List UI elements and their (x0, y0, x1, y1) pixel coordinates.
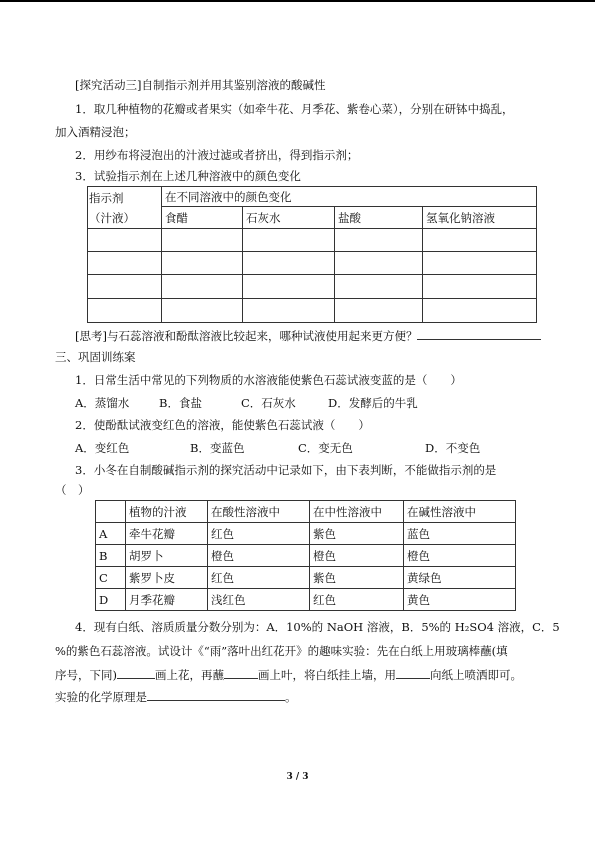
column-header: 食醋 (162, 207, 243, 229)
header-cell (96, 501, 126, 523)
indicator-color-table (87, 186, 537, 323)
column-header: 盐酸 (335, 207, 423, 229)
table-cell: 橙色 (310, 545, 404, 567)
header-cell: 植物的汁液 (126, 501, 208, 523)
empty-cell (162, 275, 243, 299)
question-4-line-4 (55, 688, 297, 705)
question-3-answer-bracket[interactable]: （ ） (55, 483, 90, 497)
line-3-text-b: 画上花，再蘸 (155, 668, 224, 682)
empty-cell (243, 299, 335, 323)
principle-blank[interactable] (147, 688, 285, 701)
header-cell: 在酸性溶液中 (208, 501, 310, 523)
step-3-text: 3．试验指示剂在上述几种溶液中的颜色变化 (75, 169, 301, 183)
empty-cell (162, 299, 243, 323)
table-cell: 蓝色 (404, 523, 516, 545)
table-row (88, 275, 537, 299)
table-row (96, 545, 516, 567)
step-2-text: 2．用纱布将浸泡出的汁液过滤或者挤出，得到指示剂； (75, 148, 359, 162)
table-row (96, 567, 516, 589)
option-c[interactable]: C．石灰水 (241, 396, 296, 410)
line-4-text-b: 。 (285, 690, 297, 704)
empty-cell (335, 229, 423, 252)
question-3-stem: 3．小冬在自制酸碱指示剂的探究活动中记录如下，由下表判断，不能做指示剂的是 (75, 463, 497, 477)
table-row (96, 589, 516, 611)
indicator-header-label: 指示剂 (89, 190, 124, 205)
column-header: 氢氧化钠溶液 (423, 207, 537, 229)
empty-cell (88, 275, 162, 299)
question-4-line-2: %的紫色石蕊溶液。试设计《“雨”落叶出红花开》的趣味实验：先在白纸上用玻璃棒蘸(填 (55, 644, 508, 658)
line-3-text-a: 序号，下同) (55, 668, 117, 682)
empty-cell (88, 229, 162, 252)
table-cell: 黄色 (404, 589, 516, 611)
column-header: 石灰水 (243, 207, 335, 229)
empty-cell (162, 229, 243, 252)
empty-cell (423, 299, 537, 323)
table-cell: 浅红色 (208, 589, 310, 611)
indicator-header-cell (88, 187, 162, 229)
empty-cell (335, 299, 423, 323)
header-cell: 在中性溶液中 (310, 501, 404, 523)
option-d[interactable]: D．发酵后的牛乳 (328, 396, 418, 410)
color-change-header: 在不同溶液中的颜色变化 (162, 187, 537, 207)
table-cell: 牵牛花瓣 (126, 523, 208, 545)
table-cell: 红色 (208, 567, 310, 589)
line-4-text-a: 实验的化学原理是 (55, 690, 147, 704)
row-label: B (96, 545, 126, 567)
row-label: D (96, 589, 126, 611)
empty-cell (243, 229, 335, 252)
option-a[interactable]: A．变红色 (75, 441, 130, 455)
table-cell: 月季花瓣 (126, 589, 208, 611)
table-cell: 橙色 (404, 545, 516, 567)
step-1-text: 1．取几种植物的花瓣或者果实（如牵牛花、月季花、紫卷心菜），分别在研钵中捣乱， (75, 102, 514, 116)
empty-cell (423, 275, 537, 299)
table-cell: 红色 (310, 589, 404, 611)
table-row (88, 299, 537, 323)
empty-cell (335, 252, 423, 275)
leaf-reagent-blank[interactable] (224, 666, 258, 679)
think-question (75, 327, 541, 344)
option-b[interactable]: B．食盐 (159, 396, 202, 410)
question-1-stem: 1．日常生活中常见的下列物质的水溶液能使紫色石蕊试液变蓝的是（ ） (75, 373, 462, 387)
empty-cell (423, 252, 537, 275)
table-cell: 紫色 (310, 523, 404, 545)
table-cell: 紫色 (310, 567, 404, 589)
plant-juice-table (95, 500, 516, 611)
empty-cell (162, 252, 243, 275)
question-2-options (75, 440, 480, 456)
table-cell: 胡罗卜 (126, 545, 208, 567)
empty-cell (243, 275, 335, 299)
option-a[interactable]: A．蒸馏水 (75, 396, 130, 410)
table-cell: 橙色 (208, 545, 310, 567)
row-label: C (96, 567, 126, 589)
think-answer-blank[interactable] (417, 327, 541, 340)
question-2-stem: 2．使酚酞试液变红色的溶液，能使紫色石蕊试液（ ） (75, 418, 370, 432)
table-row (88, 252, 537, 275)
question-1-options (75, 395, 418, 411)
think-question-text: [思考]与石蕊溶液和酚酞溶液比较起来，哪种试液使用起来更方便？ (75, 329, 418, 343)
spray-reagent-blank[interactable] (396, 666, 430, 679)
page-number: 3 / 3 (286, 772, 309, 782)
table-cell: 紫罗卜皮 (126, 567, 208, 589)
question-4-line-1: 4．现有白纸、溶质质量分数分别为：A．10%的 NaOH 溶液，B．5%的 H₂SO4 溶液，C．5 (75, 620, 560, 634)
table-row (96, 501, 516, 523)
empty-cell (88, 299, 162, 323)
indicator-header-sublabel: （汁液） (89, 210, 135, 225)
section-3-title: 三、巩固训练案 (55, 350, 136, 364)
line-3-text-c: 画上叶，将白纸挂上墙，用 (258, 668, 396, 682)
activity-title: [探究活动三]自制指示剂并用其鉴别溶液的酸碱性 (75, 78, 326, 92)
table-cell: 红色 (208, 523, 310, 545)
flower-reagent-blank[interactable] (117, 666, 155, 679)
table-row (96, 523, 516, 545)
option-b[interactable]: B．变蓝色 (190, 441, 245, 455)
page-top-border (0, 0, 595, 2)
table-cell: 黄绿色 (404, 567, 516, 589)
empty-cell (423, 229, 537, 252)
question-4-line-3 (55, 666, 522, 683)
empty-cell (243, 252, 335, 275)
table-row (88, 229, 537, 252)
empty-cell (88, 252, 162, 275)
header-cell: 在碱性溶液中 (404, 501, 516, 523)
line-3-text-d: 向纸上喷洒即可。 (430, 668, 522, 682)
step-1-continuation: 加入酒精浸泡； (55, 125, 136, 139)
option-c[interactable]: C．变无色 (298, 441, 353, 455)
row-label: A (96, 523, 126, 545)
empty-cell (335, 275, 423, 299)
table-row (88, 187, 537, 207)
option-d[interactable]: D．不变色 (425, 441, 481, 455)
